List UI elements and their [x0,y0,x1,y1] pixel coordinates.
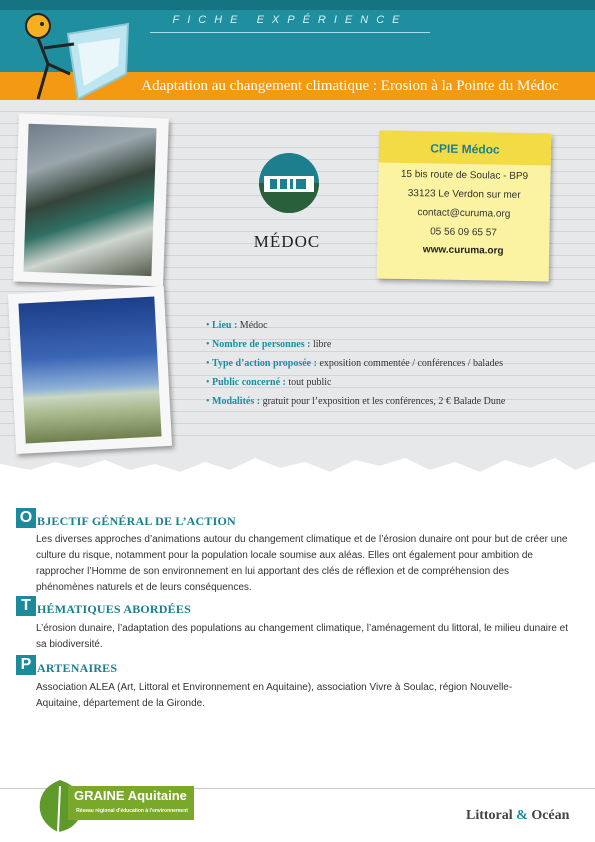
detail-modalites [206,392,586,411]
photo-frame-exhibition [13,113,169,286]
bullet-icon: • [206,339,210,350]
section-title-thematiques: HÉMATIQUES ABORDÉES [37,602,191,616]
detail-label: Nombre de personnes : [212,339,311,350]
detail-label: Public concerné : [212,377,286,388]
details-list [206,316,586,411]
section-letter: O [16,508,36,528]
detail-label: Type d’action proposée : [212,358,317,369]
section-text-objectif: Les diverses approches d’animations autour du changement climatique et de l’érosion dunaire ont pour but de créer une culture du risque, notamment pour la population locale soumise aux aléas. Elles ont également pour ambition de rapprocher l’Homme de son environnement en lui apportant des clés de réflexion et de compréhension des phénomènes naturels et de leurs conséquences. [36,534,568,593]
photo-frame-dune [8,286,172,454]
section-title-objectif: BJECTIF GÉNÉRAL DE L’ACTION [37,514,236,528]
page-title: Adaptation au changement climatique : Erosion à la Pointe du Médoc [141,78,559,94]
contact-city: 33123 Le Verdon sur mer [407,188,521,201]
detail-value: exposition commentée / conférences / balades [316,358,503,369]
footer-ampersand: & [516,808,528,823]
detail-value: tout public [285,377,332,388]
contact-website[interactable]: www.curuma.org [422,244,504,257]
detail-label: Modalités : [212,396,261,407]
section-letter: P [16,655,36,675]
graine-name: GRAINE Aquitaine [74,788,187,803]
detail-public [206,373,586,392]
detail-value: Médoc [237,320,268,331]
footer-label-part2: Océan [531,808,570,823]
section-title-partenaires: ARTENAIRES [37,661,118,675]
header-title: FICHE EXPÉRIENCE [150,14,430,33]
detail-label: Lieu : [212,320,238,331]
detail-nombre [206,335,586,354]
bullet-icon: • [206,396,210,407]
contact-address: 15 bis route de Soulac - BP9 [400,168,529,183]
bullet-icon: • [206,358,210,369]
contact-sticky-note [377,131,552,282]
graine-tagline: Réseau régional d'éducation à l'environnement [76,808,188,814]
section-text-thematiques: L’érosion dunaire, l’adaptation des populations au changement climatique, l’aménagement du littoral, le milieu dunaire et sa biodiversité. [36,623,569,650]
detail-lieu [206,316,586,335]
section-text-partenaires: Association ALEA (Art, Littoral et Environnement en Aquitaine), association Vivre à Soulac, région Nouvelle-Aquitaine, département de la Gironde. [36,682,513,709]
mascot-illustration [8,4,138,114]
dune-photo [18,297,161,444]
footer-label-part1: Littoral [466,808,513,823]
contact-phone: 05 56 09 65 57 [430,226,497,239]
detail-type [206,354,586,373]
bullet-icon: • [206,377,210,388]
logo-text: MÉDOC [253,232,321,251]
contact-name: CPIE Médoc [430,141,500,157]
cpie-logo-icon [258,152,320,214]
detail-value: gratuit pour l’exposition et les conférences, 2 € Balade Dune [260,396,506,407]
section-letter: T [16,596,36,616]
bullet-icon: • [206,320,210,331]
graine-logo [68,786,194,820]
footer-collection-label [466,808,586,824]
contact-email[interactable]: contact@curuma.org [417,207,511,220]
exhibition-photo [23,124,156,276]
detail-value: libre [310,339,332,350]
